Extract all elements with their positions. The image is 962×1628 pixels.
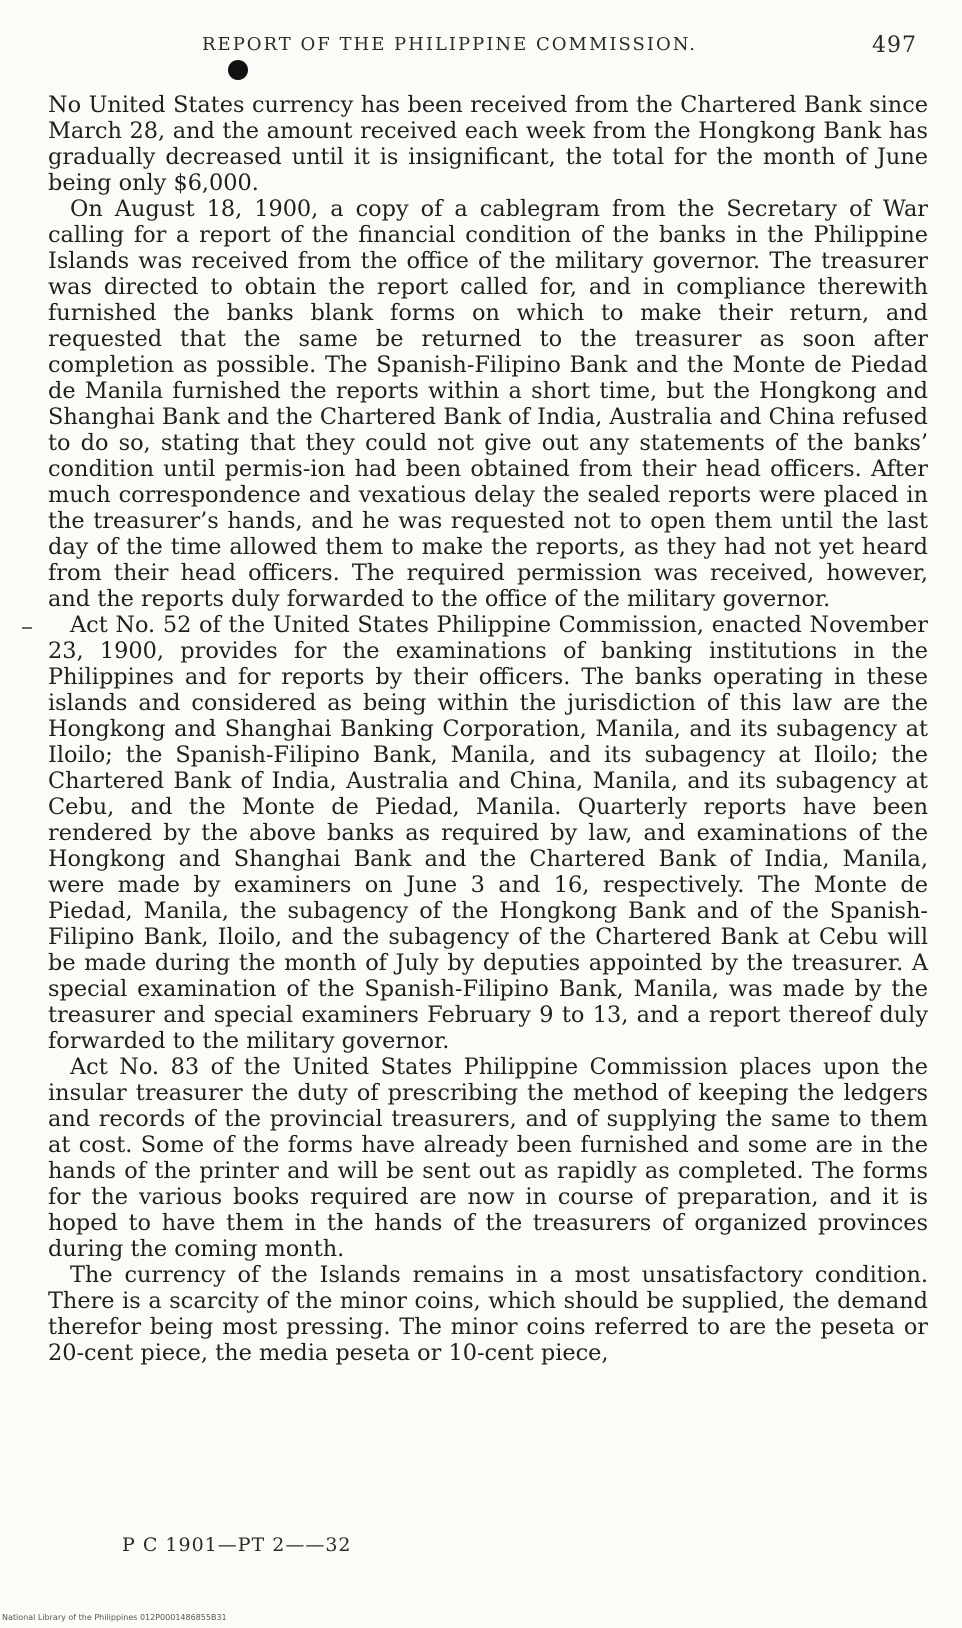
margin-mark [22, 627, 32, 629]
page-number: 497 [872, 33, 917, 58]
scan-footer: National Library of the Philippines 012P0001486855B31 [2, 1613, 227, 1622]
paragraph-currency-condition: The currency of the Islands remains in a most unsatisfactory condition. There is a scarcity of the minor coins, which should be supplied, the demand therefor being most pressing. The minor coins referred to are the peseta or 20-cent piece, the media peseta or 10-cent piece, [48, 1262, 928, 1366]
printer-signature-mark: P C 1901—PT 2——32 [122, 1534, 352, 1556]
running-header [202, 34, 917, 62]
body-text [48, 92, 928, 1366]
header-title: REPORT OF THE PHILIPPINE COMMISSION. [202, 34, 698, 55]
paragraph-currency-received: No United States currency has been received from the Chartered Bank since March 28, and the amount received each week from the Hongkong Bank has gradually decreased until it is insignificant, the total for the month of June being only $6,000. [48, 92, 928, 196]
paragraph-cablegram-report: On August 18, 1900, a copy of a cablegram from the Secretary of War calling for a report of the financial condition of the banks in the Philippine Islands was received from the office of the military governor. The treasurer was directed to obtain the report called for, and in compliance therewith furnished the banks blank forms on which to make their return, and requested that the same be returned to the treasurer as soon after completion as possible. The Spanish-Filipino Bank and the Monte de Piedad de Manila furnished the reports within a short time, but the Hongkong and Shanghai Bank and the Chartered Bank of India, Australia and China refused to do so, stating that they could not give out any statements of the banks’ condition until permis-ion had been obtained from their head officers. After much correspondence and vexatious delay the sealed reports were placed in the treasurer’s hands, and he was requested not to open them until the last day of the time allowed them to make the reports, as they had not yet heard from their head officers. The required permission was received, however, and the reports duly forwarded to the office of the military governor. [48, 196, 928, 612]
paragraph-act-52: Act No. 52 of the United States Philippine Commission, enacted November 23, 1900, provides for the examinations of banking institutions in the Philippines and for reports by their officers. The banks operating in these islands and considered as being within the jurisdiction of this law are the Hongkong and Shanghai Banking Corporation, Manila, and its subagency at Iloilo; the Spanish-Filipino Bank, Manila, and its subagency at Iloilo; the Chartered Bank of India, Australia and China, Manila, and its subagency at Cebu, and the Monte de Piedad, Manila. Quarterly reports have been rendered by the above banks as required by law, and examinations of the Hongkong and Shanghai Bank and the Chartered Bank of India, Manila, were made by examiners on June 3 and 16, respectively. The Monte de Piedad, Manila, the subagency of the Hongkong Bank and of the Spanish-Filipino Bank, Iloilo, and the subagency of the Chartered Bank at Cebu will be made during the month of July by deputies appointed by the treasurer. A special examination of the Spanish-Filipino Bank, Manila, was made by the treasurer and special examiners February 9 to 13, and a report thereof duly forwarded to the military governor. [48, 612, 928, 1054]
paragraph-act-83: Act No. 83 of the United States Philippine Commission places upon the insular treasurer the duty of prescribing the method of keeping the ledgers and records of the provincial treasurers, and of supplying the same to them at cost. Some of the forms have already been furnished and some are in the hands of the printer and will be sent out as rapidly as completed. The forms for the various books required are now in course of preparation, and it is hoped to have them in the hands of the treasurers of organized provinces during the coming month. [48, 1054, 928, 1262]
ink-blot-mark [228, 60, 248, 80]
